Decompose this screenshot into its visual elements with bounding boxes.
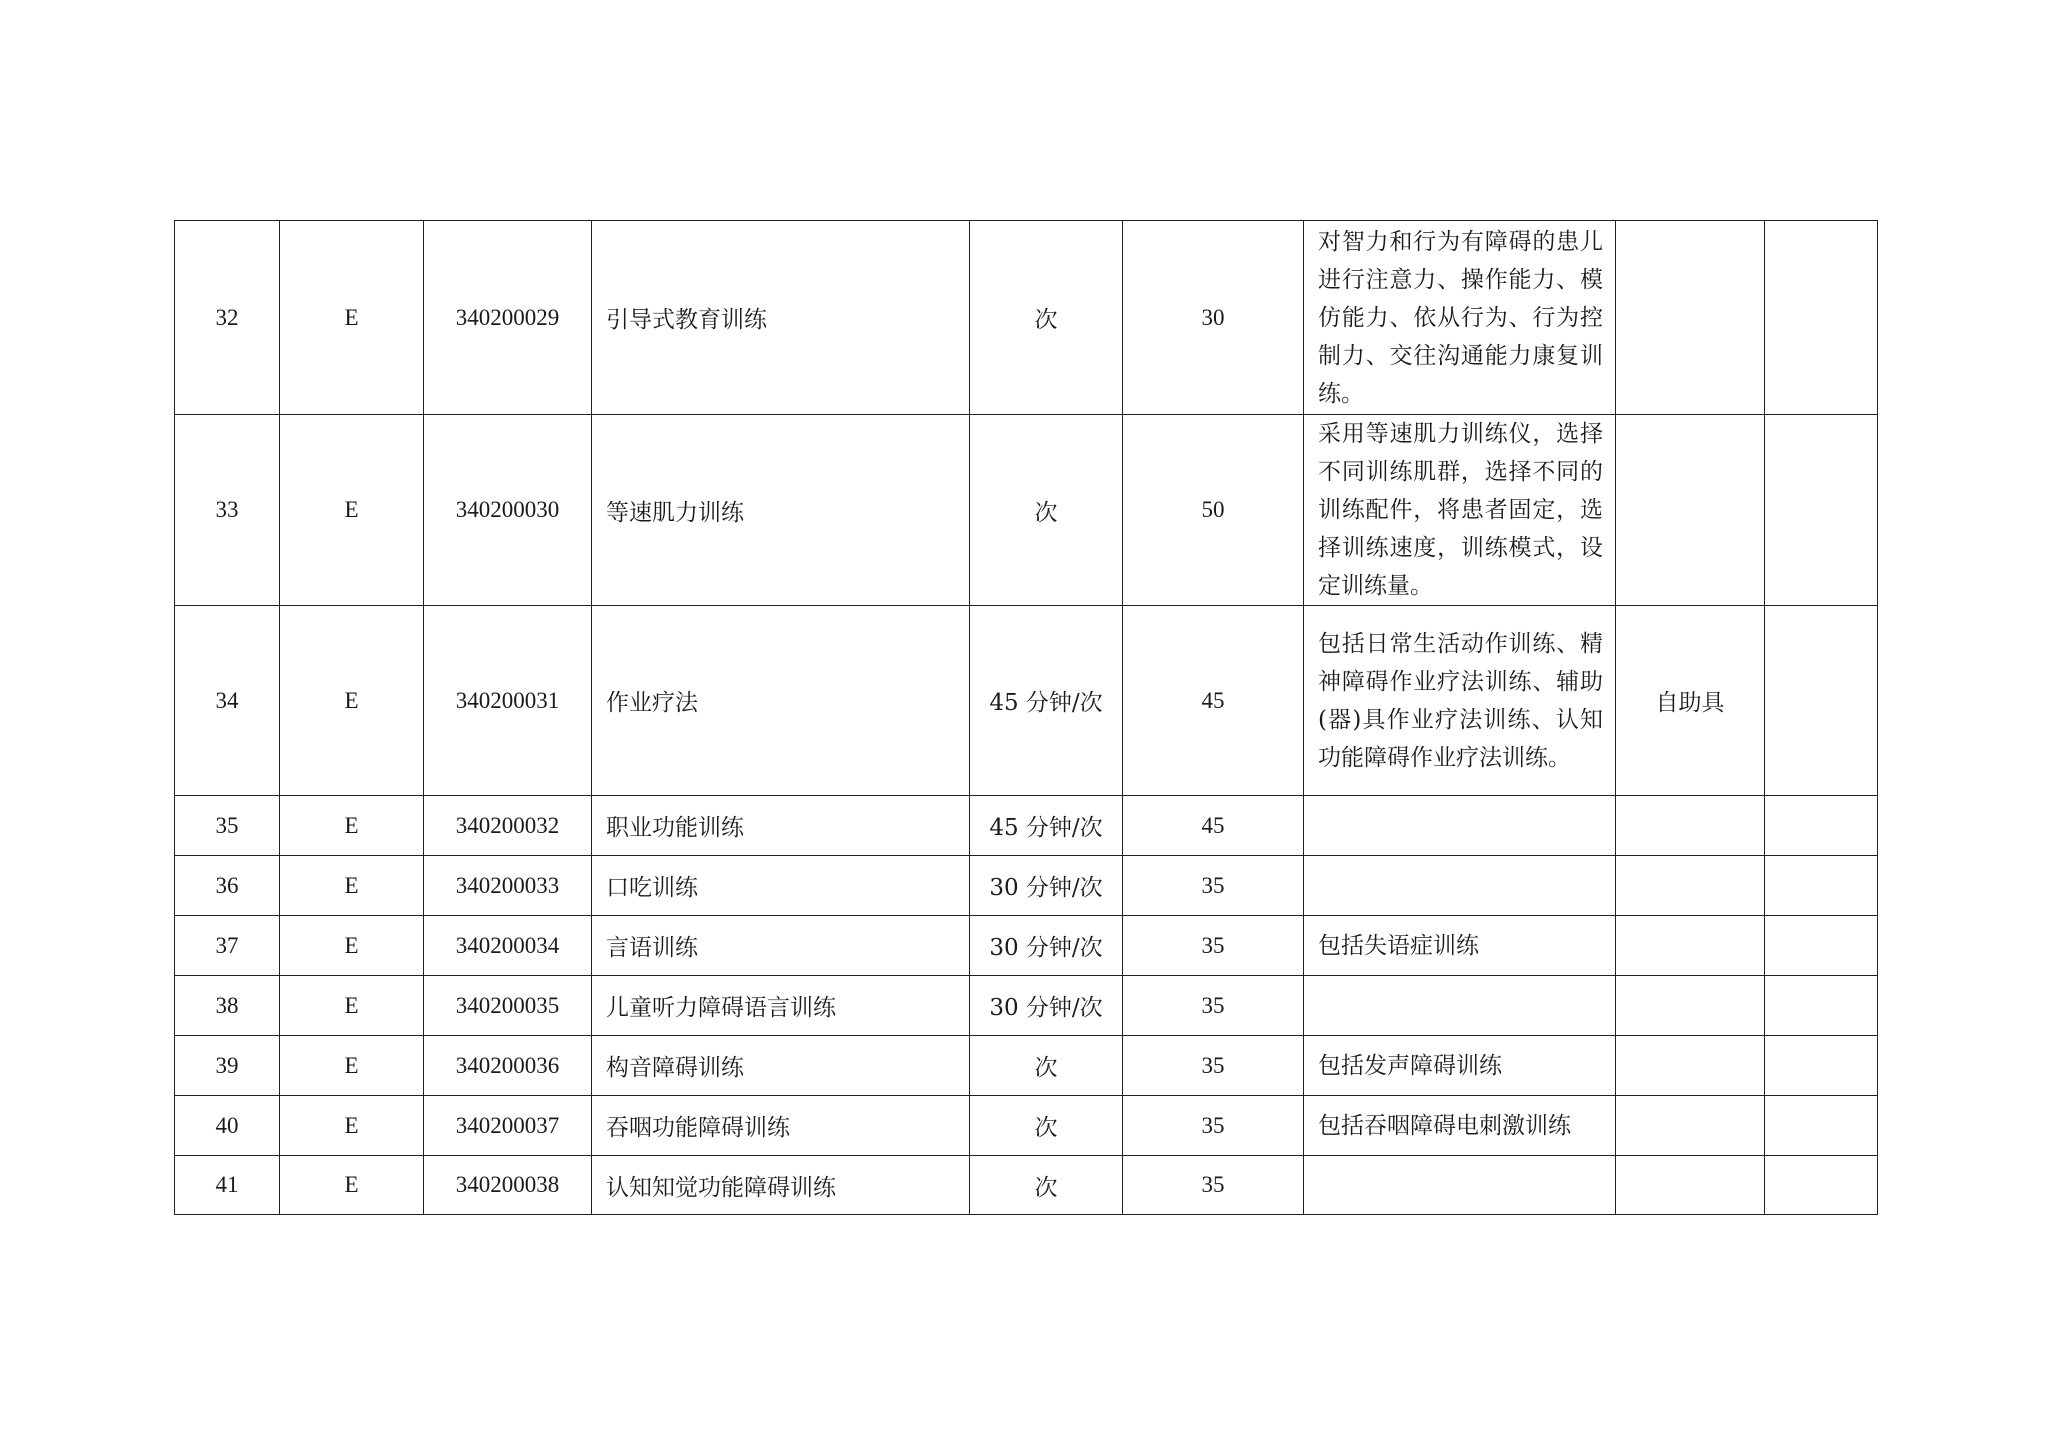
item-name: 构音障碍训练 xyxy=(592,1036,970,1096)
category-cell: E xyxy=(280,1096,424,1156)
excluded-items xyxy=(1616,415,1765,606)
category-cell: E xyxy=(280,606,424,796)
item-name: 吞咽功能障碍训练 xyxy=(592,1096,970,1156)
item-code: 340200030 xyxy=(424,415,592,606)
note-cell xyxy=(1765,796,1878,856)
pricing-unit: 30 分钟/次 xyxy=(970,916,1123,976)
note-cell xyxy=(1765,1156,1878,1215)
row-number: 34 xyxy=(175,606,280,796)
item-description: 对智力和行为有障碍的患儿进行注意力、操作能力、模仿能力、依从行为、行为控制力、交往沟通能力康复训练。 xyxy=(1304,221,1616,415)
row-number: 36 xyxy=(175,856,280,916)
note-cell xyxy=(1765,221,1878,415)
excluded-items xyxy=(1616,796,1765,856)
pricing-unit: 30 分钟/次 xyxy=(970,856,1123,916)
note-cell xyxy=(1765,976,1878,1036)
note-cell xyxy=(1765,1096,1878,1156)
item-description xyxy=(1304,976,1616,1036)
item-description xyxy=(1304,856,1616,916)
price-cell: 35 xyxy=(1123,856,1304,916)
item-code: 340200037 xyxy=(424,1096,592,1156)
category-cell: E xyxy=(280,1156,424,1215)
row-number: 32 xyxy=(175,221,280,415)
item-description: 包括失语症训练 xyxy=(1304,916,1616,976)
row-number: 41 xyxy=(175,1156,280,1215)
table-body xyxy=(175,221,1878,1215)
table-row xyxy=(175,221,1878,415)
price-cell: 35 xyxy=(1123,916,1304,976)
category-cell: E xyxy=(280,1036,424,1096)
item-name: 认知知觉功能障碍训练 xyxy=(592,1156,970,1215)
pricing-unit: 次 xyxy=(970,1036,1123,1096)
price-cell: 35 xyxy=(1123,976,1304,1036)
item-description xyxy=(1304,1156,1616,1215)
item-description: 包括日常生活动作训练、精神障碍作业疗法训练、辅助(器)具作业疗法训练、认知功能障碍作业疗法训练。 xyxy=(1304,606,1616,796)
note-cell xyxy=(1765,856,1878,916)
item-description: 包括发声障碍训练 xyxy=(1304,1036,1616,1096)
row-number: 39 xyxy=(175,1036,280,1096)
category-cell: E xyxy=(280,221,424,415)
note-cell xyxy=(1765,1036,1878,1096)
category-cell: E xyxy=(280,796,424,856)
item-code: 340200036 xyxy=(424,1036,592,1096)
pricing-unit: 30 分钟/次 xyxy=(970,976,1123,1036)
item-code: 340200035 xyxy=(424,976,592,1036)
item-name: 作业疗法 xyxy=(592,606,970,796)
excluded-items xyxy=(1616,856,1765,916)
excluded-items xyxy=(1616,221,1765,415)
excluded-items: 自助具 xyxy=(1616,606,1765,796)
item-name: 口吃训练 xyxy=(592,856,970,916)
table-row xyxy=(175,856,1878,916)
table-row xyxy=(175,976,1878,1036)
excluded-items xyxy=(1616,1036,1765,1096)
note-cell xyxy=(1765,606,1878,796)
row-number: 40 xyxy=(175,1096,280,1156)
table-row xyxy=(175,415,1878,606)
pricing-unit: 次 xyxy=(970,1156,1123,1215)
row-number: 33 xyxy=(175,415,280,606)
price-cell: 45 xyxy=(1123,606,1304,796)
price-cell: 35 xyxy=(1123,1036,1304,1096)
table-row xyxy=(175,796,1878,856)
item-code: 340200033 xyxy=(424,856,592,916)
item-name: 职业功能训练 xyxy=(592,796,970,856)
excluded-items xyxy=(1616,1156,1765,1215)
pricing-unit: 次 xyxy=(970,1096,1123,1156)
category-cell: E xyxy=(280,976,424,1036)
excluded-items xyxy=(1616,1096,1765,1156)
pricing-unit: 次 xyxy=(970,415,1123,606)
excluded-items xyxy=(1616,916,1765,976)
price-cell: 35 xyxy=(1123,1156,1304,1215)
item-name: 等速肌力训练 xyxy=(592,415,970,606)
note-cell xyxy=(1765,415,1878,606)
item-description: 采用等速肌力训练仪，选择不同训练肌群，选择不同的训练配件，将患者固定，选择训练速度，训练模式，设定训练量。 xyxy=(1304,415,1616,606)
table-row xyxy=(175,1156,1878,1215)
item-code: 340200032 xyxy=(424,796,592,856)
price-cell: 30 xyxy=(1123,221,1304,415)
item-code: 340200029 xyxy=(424,221,592,415)
price-cell: 45 xyxy=(1123,796,1304,856)
row-number: 35 xyxy=(175,796,280,856)
item-name: 儿童听力障碍语言训练 xyxy=(592,976,970,1036)
price-cell: 35 xyxy=(1123,1096,1304,1156)
item-code: 340200038 xyxy=(424,1156,592,1215)
item-name: 言语训练 xyxy=(592,916,970,976)
item-code: 340200031 xyxy=(424,606,592,796)
pricing-unit: 45 分钟/次 xyxy=(970,796,1123,856)
category-cell: E xyxy=(280,916,424,976)
table-row xyxy=(175,606,1878,796)
table-row xyxy=(175,1036,1878,1096)
row-number: 38 xyxy=(175,976,280,1036)
category-cell: E xyxy=(280,415,424,606)
pricing-table xyxy=(174,220,1878,1215)
pricing-unit: 45 分钟/次 xyxy=(970,606,1123,796)
category-cell: E xyxy=(280,856,424,916)
item-description xyxy=(1304,796,1616,856)
item-description: 包括吞咽障碍电刺激训练 xyxy=(1304,1096,1616,1156)
table-row xyxy=(175,1096,1878,1156)
item-name: 引导式教育训练 xyxy=(592,221,970,415)
price-cell: 50 xyxy=(1123,415,1304,606)
note-cell xyxy=(1765,916,1878,976)
table-row xyxy=(175,916,1878,976)
excluded-items xyxy=(1616,976,1765,1036)
pricing-unit: 次 xyxy=(970,221,1123,415)
row-number: 37 xyxy=(175,916,280,976)
item-code: 340200034 xyxy=(424,916,592,976)
